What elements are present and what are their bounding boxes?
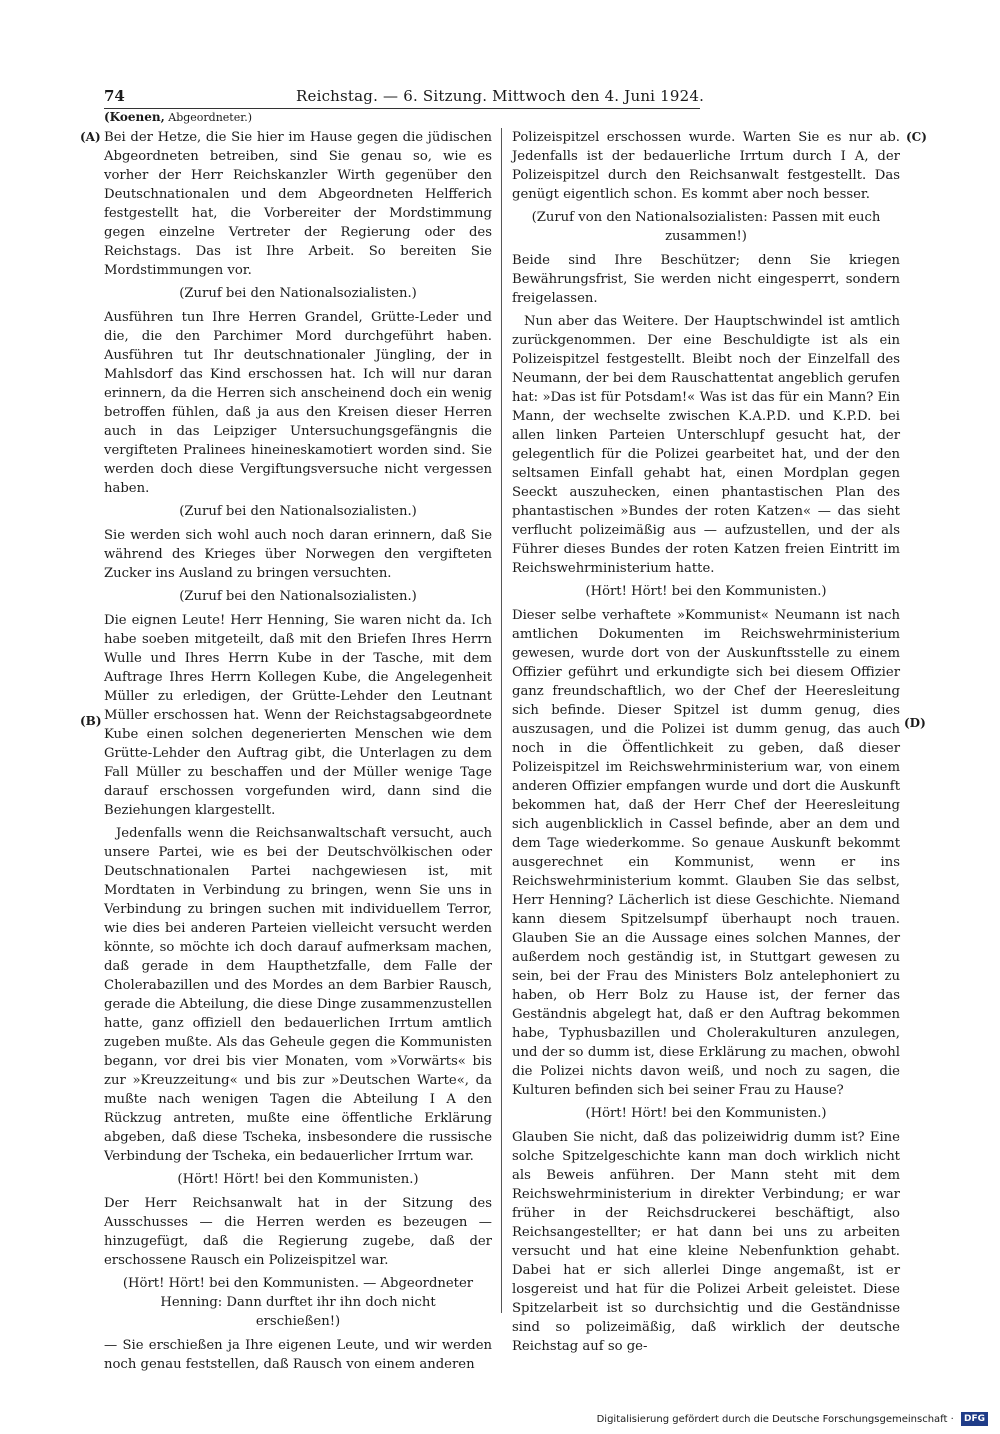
- page-header: [104, 86, 705, 109]
- interjection: (Hört! Hört! bei den Kommunisten.): [585, 1106, 827, 1121]
- paragraph: Dieser selbe verhaftete »Kommunist« Neumann ist nach amtlichen Dokumenten im Reichswehrministerium gewesen, wurde dort von der Auskunftsstelle zu einem Offizier geführt und erkundigte sich bei diesem Offizier ganz freundschaftlich, wo der Chef der Heeresleitung sich befinde. Dieser Spitzel ist dumm genug, dies auszusagen, und die Polizei ist dumm genug, das auch noch in die Öffentlichkeit zu geben, daß dieser Polizeispitzel im Reichswehrministerium war, von einem anderen Offizier empfangen wurde und dort die Auskunft bekommen hat, daß der Herr Chef der Heeresleitung sich augenblicklich in Cassel befinde, aber an dem und dem Tage wiederkomme. So genaue Auskunft bekommt ausgerechnet ein Kommunist, wenn er ins Reichswehrministerium kommt. Glauben Sie das selbst, Herr Henning? Lächerlich ist diese Geschichte. Niemand kann diesem Spitzelsumpf überhaupt noch trauen. Glauben Sie an die Aussage eines solchen Mannes, der außerdem noch geständig ist, in Stuttgart gewesen zu sein, bei der Frau des Ministers Bolz antelephoniert zu haben, ob Herr Bolz zu Hause ist, der ferner das Geständnis abgelegt hat, daß er den Auftrag bekommen habe, Typhusbazillen und Cholerakulturen anzulegen, und der so dumm ist, diese Erklärung zu machen, obwohl die Polizei nichts davon weiß, und noch zu sagen, die Kulturen befinden sich bei seiner Frau zu Hause?: [512, 608, 900, 1098]
- interjection: (Zuruf bei den Nationalsozialisten.): [179, 504, 417, 519]
- interjection: (Hört! Hört! bei den Kommunisten. — Abgeordneter Henning: Dann durftet ihr ihn doch nicht erschießen!): [122, 1276, 474, 1329]
- margin-marker-d: (D): [904, 716, 926, 730]
- paragraph: Nun aber das Weitere. Der Hauptschwindel ist amtlich zurückgenommen. Der eine Beschuldigte ist als ein Polizeispitzel festgestellt. Bleibt noch der Einzelfall des Neumann, der bei dem Rauschattentat angeblich gerufen hat: »Das ist für Potsdam!« Was ist das für ein Mann? Ein Mann, der wechselte zwischen K.A.P.D. und K.P.D. bei allen linken Parteien Unterschlupf gesucht hat, der gelegentlich für die Polizei gearbeitet hat, und der den seltsamen Einfall gehabt hat, einen Mordplan gegen Seeckt auszuhecken, einen phantastischen Plan des phantastischen »Bundes der roten Katzen« — das sieht verflucht polizeimäßig aus — aufzustellen, und der als Führer dieses Bundes der roten Katzen freien Eintritt im Reichswehrministerium hatte.: [512, 314, 900, 576]
- paragraph: Glauben Sie nicht, daß das polizeiwidrig dumm ist? Eine solche Spitzelgeschichte kann man doch wirklich nicht als Beweis anführen. Der Mann steht mit dem Reichswehrministerium in direkter Verbindung; er war früher in der Reichsdruckerei beschäftigt, also Reichsangestellter; er hat dann bei uns zu arbeiten versucht und hat eine kleine Nebenfunktion gehabt. Dabei hat er sich allerlei Dinge angemaßt, ist er losgereist und hat für die Polizei Arbeit geleistet. Diese Spitzelarbeit ist so durchsichtig und die Geständnisse sind so polizeimäßig, daß wirklich der deutsche Reichstag auf so ge-: [512, 1130, 900, 1354]
- dfg-logo: DFG: [961, 1412, 988, 1426]
- paragraph: Jedenfalls wenn die Reichsanwaltschaft versucht, auch unsere Partei, wie es bei der Deutschvölkischen oder Deutschnationalen Partei nachgewiesen ist, mit Mordtaten in Verbindung zu bringen, wenn Sie uns in Verbindung zu bringen suchen mit individuellem Terror, wie dies bei anderen Parteien vielleicht versucht werden könnte, so möchte ich doch darauf aufmerksam machen, daß gerade in dem Haupthetzfalle, dem Falle der Cholerabazillen und des Mordes an dem Barbier Rausch, gerade die Abteilung, die diese Dinge zusammenzustellen hatte, ganz offiziell den bedauerlichen Irrtum amtlich zugeben mußte. Als das Geheule gegen die Kommunisten begann, vor drei bis vier Monaten, vom »Vorwärts« bis zur »Kreuzzeitung« und bis zur »Deutschen Warte«, da mußte nach wenigen Tagen die Abteilung I A den Rückzug antreten, mußte eine öffentliche Erklärung abgeben, daß diese Tscheka, insbesondere die russische Verbindung der Tscheka, ein bedauerlicher Irrtum war.: [104, 826, 492, 1164]
- paragraph: Ausführen tun Ihre Herren Grandel, Grütte-Leder und die, die den Parchimer Mord durchgeführt haben. Ausführen tut Ihr deutschnationaler Jüngling, der in Mahlsdorf das Kind erschossen hat. Ich will nur daran erinnern, da die Herren sich anscheinend doch ein wenig betroffen fühlen, daß ja aus den Kreisen dieser Herren auch in das Leipziger Untersuchungsgefängnis die vergifteten Pralinees hineineskamotiert worden sind. Sie werden doch diese Vergiftungsversuche nicht vergessen haben.: [104, 310, 492, 496]
- speaker-line: [104, 110, 252, 125]
- speaker-name: (Koenen,: [104, 110, 165, 124]
- paragraph: Die eignen Leute! Herr Henning, Sie waren nicht da. Ich habe soeben mitgeteilt, daß mit den Briefen Ihres Herrn Wulle und Ihres Herrn Kube in der Tasche, mit dem Auftrage Ihres Herrn Kollegen Kube, die Angelegenheit Müller zu erledigen, der Grütte-Lehder den Leutnant Müller erschossen hat. Wenn der Reichstagsabgeordnete Kube einen solchen degenerierten Menschen wie dem Grütte-Lehder den Auftrag gibt, die Unterlagen zu dem Fall Müller zu beschaffen und der Müller wenige Tage darauf erschossen vorgefunden wird, dann sind die Beziehungen klargestellt.: [104, 613, 492, 818]
- right-column: [512, 128, 900, 1360]
- paragraph: Polizeispitzel erschossen wurde. Warten Sie es nur ab. Jedenfalls ist der bedauerliche Irrtum durch I A, der Polizeispitzel durch den Reichsanwalt festgestellt. Das genügt eigentlich schon. Es kommt aber noch besser.: [512, 130, 900, 202]
- funding-note: Digitalisierung gefördert durch die Deutsche Forschungsgemeinschaft ·: [596, 1414, 954, 1425]
- margin-marker-c: (C): [906, 130, 927, 144]
- speaker-role: Abgeordneter.): [168, 111, 253, 124]
- running-title: Reichstag. — 6. Sitzung. Mittwoch den 4. Juni 1924.: [296, 87, 705, 105]
- interjection: (Hört! Hört! bei den Kommunisten.): [177, 1172, 419, 1187]
- margin-marker-b: (B): [80, 714, 102, 728]
- left-column: [104, 128, 492, 1378]
- funding-footer: [597, 1411, 988, 1429]
- paragraph: — Sie erschießen ja Ihre eigenen Leute, und wir werden noch genau feststellen, daß Rausch von einem anderen: [104, 1338, 492, 1372]
- page-number: 74: [104, 87, 125, 105]
- interjection: (Zuruf bei den Nationalsozialisten.): [179, 286, 417, 301]
- column-divider: [501, 128, 502, 1313]
- paragraph: Der Herr Reichsanwalt hat in der Sitzung des Ausschusses — die Herren werden es bezeugen — hinzugefügt, daß die Regierung zugebe, daß der erschossene Rausch ein Polizeispitzel war.: [104, 1196, 492, 1268]
- paragraph: Beide sind Ihre Beschützer; denn Sie kriegen Bewährungsfrist, Sie werden nicht eingesperrt, sondern freigelassen.: [512, 253, 900, 306]
- margin-marker-a: (A): [80, 130, 101, 144]
- interjection: (Hört! Hört! bei den Kommunisten.): [585, 584, 827, 599]
- interjection: (Zuruf von den Nationalsozialisten: Passen mit euch zusammen!): [531, 210, 881, 244]
- paragraph: Bei der Hetze, die Sie hier im Hause gegen die jüdischen Abgeordneten betreiben, sind Sie genau so, wie es vorher der Herr Reichskanzler Wirth gegenüber den Deutschnationalen und dem Abgeordneten Helfferich festgestellt hat, die Vorbereiter der Mordstimmung gegen einzelne Vertreter der Regierung oder des Reichstags. Das ist Ihre Arbeit. So bereiten Sie Mordstimmungen vor.: [104, 130, 492, 278]
- interjection: (Zuruf bei den Nationalsozialisten.): [179, 589, 417, 604]
- paragraph: Sie werden sich wohl auch noch daran erinnern, daß Sie während des Krieges über Norwegen den vergifteten Zucker ins Ausland zu bringen versuchten.: [104, 528, 492, 581]
